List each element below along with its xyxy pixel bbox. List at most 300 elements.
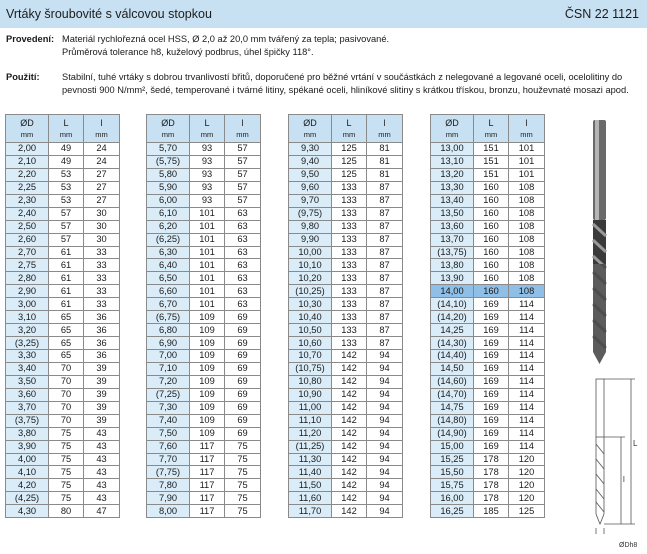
table-row[interactable] xyxy=(289,298,403,311)
table-row[interactable] xyxy=(6,388,120,401)
flute-length-cell: 69 xyxy=(225,362,261,375)
header-total-length-label: L xyxy=(63,117,69,128)
table-row[interactable] xyxy=(6,233,120,246)
table-row[interactable] xyxy=(6,311,120,324)
flute-length-cell: 114 xyxy=(509,440,545,453)
diameter-cell: 7,40 xyxy=(147,414,190,427)
unit-label: mm xyxy=(200,129,214,139)
table-row[interactable] xyxy=(6,246,120,259)
unit-label: mm xyxy=(161,129,175,139)
total-length-cell: 109 xyxy=(190,362,225,375)
table-row[interactable] xyxy=(431,479,545,492)
title-bar xyxy=(0,0,647,28)
diameter-cell: (14,30) xyxy=(431,337,474,350)
table-row[interactable] xyxy=(289,479,403,492)
table-row[interactable] xyxy=(6,272,120,285)
header-flute-length-label: l xyxy=(383,117,386,128)
table-row[interactable] xyxy=(6,181,120,194)
total-length-cell: 133 xyxy=(332,259,367,272)
total-length-cell: 109 xyxy=(190,401,225,414)
total-length-cell: 133 xyxy=(332,181,367,194)
diameter-cell: 4,20 xyxy=(6,479,49,492)
total-length-cell: 185 xyxy=(474,505,509,518)
table-row[interactable] xyxy=(6,505,120,518)
table-row[interactable] xyxy=(147,427,261,440)
diameter-cell: 3,50 xyxy=(6,375,49,388)
diameter-cell: (7,25) xyxy=(147,388,190,401)
table-row[interactable] xyxy=(6,155,120,168)
table-row[interactable] xyxy=(6,168,120,181)
table-row[interactable] xyxy=(6,466,120,479)
table-row[interactable] xyxy=(289,337,403,350)
total-length-cell: 133 xyxy=(332,233,367,246)
header-flute-length-label: l xyxy=(100,117,103,128)
table-row[interactable] xyxy=(147,401,261,414)
table-row[interactable] xyxy=(289,401,403,414)
table-row[interactable] xyxy=(147,505,261,518)
total-length-cell: 142 xyxy=(332,414,367,427)
diameter-cell: (4,25) xyxy=(6,492,49,505)
table-row[interactable] xyxy=(289,375,403,388)
diameter-cell: 9,30 xyxy=(289,143,332,156)
diameter-cell: 11,70 xyxy=(289,505,332,518)
table-row[interactable] xyxy=(147,194,261,207)
table-row[interactable] xyxy=(6,375,120,388)
diameter-cell: 6,90 xyxy=(147,337,190,350)
table-row[interactable] xyxy=(431,492,545,505)
table-row[interactable] xyxy=(431,220,545,233)
table-row[interactable] xyxy=(431,453,545,466)
table-row[interactable] xyxy=(147,311,261,324)
table-row[interactable] xyxy=(431,388,545,401)
total-length-cell: 57 xyxy=(49,233,84,246)
flute-length-cell: 75 xyxy=(225,479,261,492)
table-row[interactable] xyxy=(6,479,120,492)
total-length-cell: 109 xyxy=(190,337,225,350)
header-diameter-label: ØD xyxy=(303,117,317,128)
total-length-cell: 133 xyxy=(332,220,367,233)
diameter-cell: (6,25) xyxy=(147,233,190,246)
unit-label: mm xyxy=(342,129,356,139)
table-row[interactable] xyxy=(147,220,261,233)
diameter-cell: 8,00 xyxy=(147,505,190,518)
header-flute-length xyxy=(367,115,403,143)
flute-length-cell: 101 xyxy=(509,143,545,156)
flute-length-cell: 108 xyxy=(509,220,545,233)
flute-length-cell: 108 xyxy=(509,233,545,246)
total-length-cell: 61 xyxy=(49,259,84,272)
table-row[interactable] xyxy=(147,272,261,285)
flute-length-cell: 69 xyxy=(225,375,261,388)
flute-length-cell: 114 xyxy=(509,427,545,440)
table-row[interactable] xyxy=(431,181,545,194)
diameter-cell: 7,10 xyxy=(147,362,190,375)
table-row[interactable] xyxy=(431,311,545,324)
flute-length-cell: 94 xyxy=(367,414,403,427)
table-row[interactable] xyxy=(431,505,545,518)
total-length-cell: 169 xyxy=(474,337,509,350)
flute-length-cell: 57 xyxy=(225,155,261,168)
drill-table-4 xyxy=(430,114,545,518)
diameter-cell: 2,75 xyxy=(6,259,49,272)
table-row[interactable] xyxy=(289,168,403,181)
diameter-cell: 2,60 xyxy=(6,233,49,246)
unit-label: mm xyxy=(378,129,391,139)
flute-length-cell: 75 xyxy=(225,453,261,466)
table-row[interactable] xyxy=(147,479,261,492)
flute-length-cell: 39 xyxy=(84,414,120,427)
table-row[interactable] xyxy=(431,414,545,427)
table-row[interactable] xyxy=(431,427,545,440)
total-length-cell: 75 xyxy=(49,440,84,453)
header-flute-length xyxy=(225,115,261,143)
diameter-cell: (9,75) xyxy=(289,207,332,220)
total-length-cell: 160 xyxy=(474,181,509,194)
table-row[interactable] xyxy=(147,246,261,259)
table-row[interactable] xyxy=(289,155,403,168)
diameter-cell: 6,00 xyxy=(147,194,190,207)
header-flute-length-label: l xyxy=(525,117,528,128)
table-row[interactable] xyxy=(431,272,545,285)
flute-length-cell: 87 xyxy=(367,194,403,207)
table-row[interactable] xyxy=(289,414,403,427)
table-row[interactable] xyxy=(6,414,120,427)
total-length-cell: 142 xyxy=(332,427,367,440)
table-row[interactable] xyxy=(6,453,120,466)
total-length-cell: 61 xyxy=(49,246,84,259)
diameter-cell: (13,75) xyxy=(431,246,474,259)
diameter-cell: (10,75) xyxy=(289,362,332,375)
table-row[interactable] xyxy=(431,350,545,363)
table-row[interactable] xyxy=(431,194,545,207)
diameter-cell: 7,80 xyxy=(147,479,190,492)
flute-length-cell: 87 xyxy=(367,207,403,220)
diameter-cell: (3,25) xyxy=(6,337,49,350)
total-length-cell: 93 xyxy=(190,168,225,181)
flute-length-cell: 87 xyxy=(367,259,403,272)
table-row[interactable] xyxy=(6,285,120,298)
header-total-length xyxy=(49,115,84,143)
flute-length-cell: 57 xyxy=(225,194,261,207)
table-row[interactable] xyxy=(6,350,120,363)
flute-length-cell: 63 xyxy=(225,207,261,220)
flute-length-cell: 101 xyxy=(509,168,545,181)
table-row[interactable] xyxy=(431,375,545,388)
flute-length-cell: 39 xyxy=(84,375,120,388)
flute-length-cell: 94 xyxy=(367,479,403,492)
table-row[interactable] xyxy=(147,233,261,246)
diameter-cell: 4,30 xyxy=(6,505,49,518)
diameter-cell: 10,00 xyxy=(289,246,332,259)
table-row[interactable] xyxy=(431,324,545,337)
table-row[interactable] xyxy=(289,311,403,324)
table-row[interactable] xyxy=(147,285,261,298)
table-row[interactable] xyxy=(147,492,261,505)
total-length-cell: 151 xyxy=(474,168,509,181)
table-row[interactable] xyxy=(147,350,261,363)
table-row[interactable] xyxy=(289,427,403,440)
flute-length-cell: 108 xyxy=(509,272,545,285)
dimension-d-label: ØDh8 xyxy=(619,542,638,549)
table-row[interactable] xyxy=(289,466,403,479)
table-row[interactable] xyxy=(431,337,545,350)
diameter-cell: 2,80 xyxy=(6,272,49,285)
table-row[interactable] xyxy=(289,272,403,285)
diameter-cell: 13,10 xyxy=(431,155,474,168)
table-row[interactable] xyxy=(147,466,261,479)
table-row[interactable] xyxy=(6,337,120,350)
flute-length-cell: 114 xyxy=(509,311,545,324)
table-row[interactable] xyxy=(431,168,545,181)
diameter-cell: 3,70 xyxy=(6,401,49,414)
flute-length-cell: 108 xyxy=(509,194,545,207)
table-row[interactable] xyxy=(431,233,545,246)
table-row[interactable] xyxy=(6,401,120,414)
diameter-cell: 15,25 xyxy=(431,453,474,466)
total-length-cell: 75 xyxy=(49,453,84,466)
table-row[interactable] xyxy=(289,233,403,246)
table-row[interactable] xyxy=(147,324,261,337)
flute-length-cell: 57 xyxy=(225,181,261,194)
diameter-cell: (14,40) xyxy=(431,350,474,363)
table-row[interactable] xyxy=(147,181,261,194)
table-row[interactable] xyxy=(431,143,545,156)
diameter-cell: 2,90 xyxy=(6,285,49,298)
table-row[interactable] xyxy=(289,324,403,337)
total-length-cell: 65 xyxy=(49,324,84,337)
total-length-cell: 133 xyxy=(332,337,367,350)
flute-length-cell: 43 xyxy=(84,479,120,492)
diameter-cell: 5,80 xyxy=(147,168,190,181)
drill-table-3 xyxy=(288,114,403,518)
table-row[interactable] xyxy=(289,181,403,194)
table-row[interactable] xyxy=(289,246,403,259)
header-diameter-label: ØD xyxy=(20,117,34,128)
flute-length-cell: 94 xyxy=(367,375,403,388)
diameter-cell: 6,10 xyxy=(147,207,190,220)
table-row[interactable] xyxy=(289,505,403,518)
diameter-cell: 2,25 xyxy=(6,181,49,194)
table-row[interactable] xyxy=(147,440,261,453)
table-row[interactable] xyxy=(6,194,120,207)
diameter-cell: 10,50 xyxy=(289,324,332,337)
flute-length-cell: 94 xyxy=(367,505,403,518)
total-length-cell: 160 xyxy=(474,272,509,285)
diameter-cell: 7,30 xyxy=(147,401,190,414)
header-total-length xyxy=(332,115,367,143)
total-length-cell: 178 xyxy=(474,492,509,505)
table-header-row xyxy=(147,115,261,143)
diameter-cell: 5,70 xyxy=(147,143,190,156)
table-row[interactable] xyxy=(289,207,403,220)
header-diameter xyxy=(6,115,49,143)
diameter-cell: 13,80 xyxy=(431,259,474,272)
total-length-cell: 169 xyxy=(474,311,509,324)
table-row[interactable] xyxy=(289,285,403,298)
total-length-cell: 117 xyxy=(190,505,225,518)
flute-length-cell: 43 xyxy=(84,440,120,453)
table-row[interactable] xyxy=(147,207,261,220)
table-row[interactable] xyxy=(431,246,545,259)
diameter-cell: (6,75) xyxy=(147,311,190,324)
table-row[interactable] xyxy=(431,362,545,375)
diameter-cell: 15,00 xyxy=(431,440,474,453)
flute-length-cell: 30 xyxy=(84,207,120,220)
flute-length-cell: 108 xyxy=(509,207,545,220)
drill-table-1 xyxy=(5,114,120,518)
total-length-cell: 142 xyxy=(332,466,367,479)
flute-length-cell: 33 xyxy=(84,246,120,259)
total-length-cell: 125 xyxy=(332,155,367,168)
flute-length-cell: 94 xyxy=(367,440,403,453)
table-row[interactable] xyxy=(6,440,120,453)
diameter-cell: (3,75) xyxy=(6,414,49,427)
total-length-cell: 65 xyxy=(49,337,84,350)
flute-length-cell: 120 xyxy=(509,479,545,492)
total-length-cell: 142 xyxy=(332,350,367,363)
table-row[interactable] xyxy=(289,453,403,466)
total-length-cell: 75 xyxy=(49,479,84,492)
table-row[interactable] xyxy=(147,155,261,168)
diameter-cell: 14,00 xyxy=(431,285,474,298)
table-row[interactable] xyxy=(147,168,261,181)
flute-length-cell: 57 xyxy=(225,143,261,156)
flute-length-cell: 114 xyxy=(509,414,545,427)
header-total-length-label: L xyxy=(488,117,494,128)
drill-illustration xyxy=(583,114,643,554)
flute-length-cell: 47 xyxy=(84,505,120,518)
standard-code: ČSN 22 1121 xyxy=(564,7,639,21)
total-length-cell: 57 xyxy=(49,207,84,220)
flute-length-cell: 108 xyxy=(509,246,545,259)
table-row[interactable] xyxy=(431,298,545,311)
total-length-cell: 142 xyxy=(332,362,367,375)
total-length-cell: 53 xyxy=(49,181,84,194)
diameter-cell: 10,30 xyxy=(289,298,332,311)
table-row[interactable] xyxy=(289,220,403,233)
table-row[interactable] xyxy=(289,388,403,401)
table-row[interactable] xyxy=(6,492,120,505)
table-row[interactable] xyxy=(6,220,120,233)
total-length-cell: 160 xyxy=(474,194,509,207)
total-length-cell: 133 xyxy=(332,324,367,337)
flute-length-cell: 87 xyxy=(367,272,403,285)
total-length-cell: 61 xyxy=(49,272,84,285)
total-length-cell: 169 xyxy=(474,414,509,427)
table-row[interactable] xyxy=(147,453,261,466)
table-row[interactable] xyxy=(431,401,545,414)
table-row[interactable] xyxy=(147,375,261,388)
total-length-cell: 109 xyxy=(190,311,225,324)
total-length-cell: 160 xyxy=(474,246,509,259)
header-flute-length-label: l xyxy=(241,117,244,128)
table-row[interactable] xyxy=(147,298,261,311)
table-row[interactable] xyxy=(6,362,120,375)
diameter-cell: 14,25 xyxy=(431,324,474,337)
flute-length-cell: 75 xyxy=(225,440,261,453)
flute-length-cell: 101 xyxy=(509,155,545,168)
flute-length-cell: 30 xyxy=(84,220,120,233)
table-row[interactable] xyxy=(6,143,120,156)
table-row[interactable] xyxy=(431,466,545,479)
total-length-cell: 93 xyxy=(190,194,225,207)
total-length-cell: 125 xyxy=(332,168,367,181)
flute-length-cell: 36 xyxy=(84,337,120,350)
table-row[interactable] xyxy=(431,259,545,272)
flute-length-cell: 114 xyxy=(509,401,545,414)
table-row[interactable] xyxy=(289,440,403,453)
table-row[interactable] xyxy=(289,362,403,375)
total-length-cell: 109 xyxy=(190,414,225,427)
table-row[interactable] xyxy=(289,492,403,505)
table-row[interactable] xyxy=(289,259,403,272)
diameter-cell: 3,00 xyxy=(6,298,49,311)
total-length-cell: 70 xyxy=(49,401,84,414)
flute-length-cell: 39 xyxy=(84,362,120,375)
table-row[interactable] xyxy=(289,194,403,207)
table-row[interactable] xyxy=(147,143,261,156)
dimension-l-label: l xyxy=(623,475,625,484)
table-row[interactable] xyxy=(6,427,120,440)
table-row[interactable] xyxy=(6,324,120,337)
table-row[interactable] xyxy=(289,350,403,363)
total-length-cell: 178 xyxy=(474,453,509,466)
total-length-cell: 101 xyxy=(190,220,225,233)
table-row[interactable] xyxy=(147,259,261,272)
table-row[interactable] xyxy=(6,207,120,220)
table-row[interactable] xyxy=(289,143,403,156)
flute-length-cell: 69 xyxy=(225,414,261,427)
total-length-cell: 169 xyxy=(474,388,509,401)
flute-length-cell: 114 xyxy=(509,388,545,401)
table-row[interactable] xyxy=(147,388,261,401)
table-row[interactable] xyxy=(147,414,261,427)
flute-length-cell: 36 xyxy=(84,311,120,324)
flute-length-cell: 94 xyxy=(367,453,403,466)
diameter-cell: 2,10 xyxy=(6,155,49,168)
diameter-cell: 13,50 xyxy=(431,207,474,220)
total-length-cell: 49 xyxy=(49,155,84,168)
diameter-cell: 11,30 xyxy=(289,453,332,466)
diameter-cell: 3,20 xyxy=(6,324,49,337)
flute-length-cell: 87 xyxy=(367,298,403,311)
diameter-cell: 15,75 xyxy=(431,479,474,492)
diameter-cell: 11,40 xyxy=(289,466,332,479)
diameter-cell: 4,10 xyxy=(6,466,49,479)
flute-length-cell: 87 xyxy=(367,181,403,194)
table-row[interactable] xyxy=(431,285,545,298)
table-row[interactable] xyxy=(431,440,545,453)
diameter-cell: 13,70 xyxy=(431,233,474,246)
table-row[interactable] xyxy=(431,207,545,220)
total-length-cell: 160 xyxy=(474,259,509,272)
diameter-cell: 11,20 xyxy=(289,427,332,440)
diameter-cell: (11,25) xyxy=(289,440,332,453)
diameter-cell: 3,30 xyxy=(6,350,49,363)
diameter-cell: 11,10 xyxy=(289,414,332,427)
header-flute-length xyxy=(84,115,120,143)
flute-length-cell: 75 xyxy=(225,466,261,479)
table-row[interactable] xyxy=(147,337,261,350)
diameter-cell: 14,50 xyxy=(431,362,474,375)
total-length-cell: 65 xyxy=(49,311,84,324)
diameter-cell: 3,60 xyxy=(6,388,49,401)
table-row[interactable] xyxy=(147,362,261,375)
table-row[interactable] xyxy=(431,155,545,168)
table-row[interactable] xyxy=(6,259,120,272)
table-row[interactable] xyxy=(6,298,120,311)
flute-length-cell: 63 xyxy=(225,272,261,285)
